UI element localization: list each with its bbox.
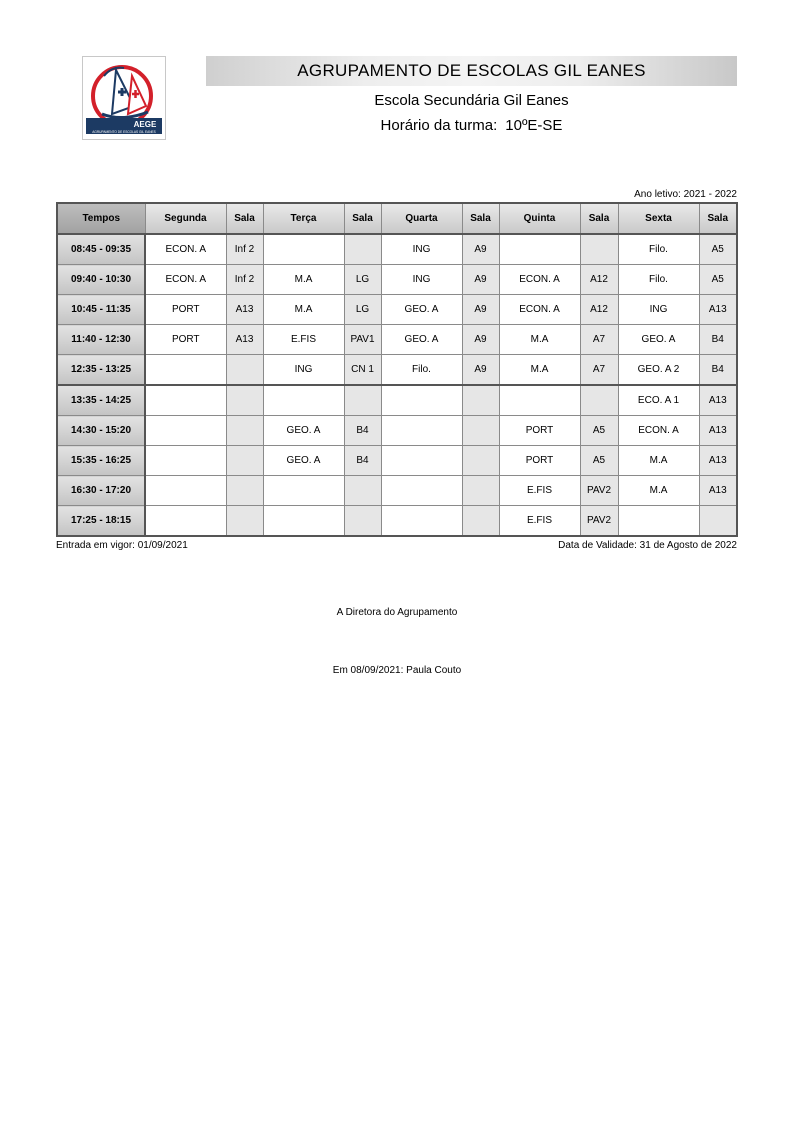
room-cell	[226, 416, 263, 446]
room-cell: A9	[462, 265, 499, 295]
room-cell: A12	[580, 265, 618, 295]
signature-line: Em 08/09/2021: Paula Couto	[332, 665, 462, 676]
table-row	[57, 355, 737, 386]
room-cell: A5	[699, 234, 737, 265]
time-slot: 10:45 - 11:35	[57, 295, 145, 325]
subject-cell: ECON. A	[499, 295, 580, 325]
table-row	[57, 325, 737, 355]
subject-cell	[145, 506, 226, 537]
room-cell: PAV1	[344, 325, 381, 355]
room-cell: Inf 2	[226, 265, 263, 295]
room-cell: B4	[344, 416, 381, 446]
room-cell	[226, 446, 263, 476]
room-cell	[226, 385, 263, 416]
subject-cell: PORT	[145, 295, 226, 325]
subject-cell	[145, 355, 226, 386]
time-slot: 09:40 - 10:30	[57, 265, 145, 295]
table-row	[57, 446, 737, 476]
subject-cell	[381, 416, 462, 446]
column-header-sala: Sala	[699, 203, 737, 234]
room-cell: A13	[226, 295, 263, 325]
room-cell	[344, 506, 381, 537]
subject-cell: PORT	[499, 446, 580, 476]
subject-cell	[145, 416, 226, 446]
subject-cell	[263, 234, 344, 265]
subject-cell: GEO. A	[381, 295, 462, 325]
schedule-table	[56, 202, 738, 537]
room-cell: A5	[699, 265, 737, 295]
subject-cell	[145, 446, 226, 476]
room-cell	[344, 234, 381, 265]
subject-cell	[499, 385, 580, 416]
subject-cell	[381, 506, 462, 537]
table-row	[57, 295, 737, 325]
room-cell	[580, 385, 618, 416]
subject-cell: ECON. A	[145, 234, 226, 265]
room-cell: A5	[580, 416, 618, 446]
subject-cell: ECON. A	[499, 265, 580, 295]
column-header-sexta: Sexta	[618, 203, 699, 234]
subject-cell: M.A	[499, 355, 580, 386]
subject-cell: ING	[263, 355, 344, 386]
subject-cell	[499, 234, 580, 265]
time-slot: 14:30 - 15:20	[57, 416, 145, 446]
table-row	[57, 385, 737, 416]
diretora-label: A Diretora do Agrupamento	[336, 607, 458, 618]
data-de-validade: Data de Validade: 31 de Agosto de 2022	[558, 540, 737, 551]
subject-cell: GEO. A	[263, 446, 344, 476]
turma-line	[206, 117, 737, 134]
subject-cell	[381, 446, 462, 476]
room-cell: A7	[580, 355, 618, 386]
subject-cell: ING	[381, 234, 462, 265]
room-cell	[699, 506, 737, 537]
column-header-sala: Sala	[226, 203, 263, 234]
room-cell	[344, 385, 381, 416]
subject-cell	[145, 476, 226, 506]
room-cell: A7	[580, 325, 618, 355]
room-cell	[462, 416, 499, 446]
subject-cell: M.A	[618, 446, 699, 476]
time-slot: 15:35 - 16:25	[57, 446, 145, 476]
room-cell: A9	[462, 325, 499, 355]
table-row	[57, 234, 737, 265]
logo-subtext: AGRUPAMENTO DE ESCOLAS GIL EANES	[92, 130, 156, 134]
room-cell: A9	[462, 295, 499, 325]
room-cell: A13	[226, 325, 263, 355]
room-cell: A9	[462, 355, 499, 386]
page-title: AGRUPAMENTO DE ESCOLAS GIL EANES	[206, 56, 737, 86]
subject-cell: M.A	[618, 476, 699, 506]
room-cell: LG	[344, 265, 381, 295]
subject-cell: ING	[618, 295, 699, 325]
room-cell: B4	[344, 446, 381, 476]
subject-cell: M.A	[263, 295, 344, 325]
subject-cell: GEO. A	[381, 325, 462, 355]
subject-cell: Filo.	[618, 234, 699, 265]
column-header-segunda: Segunda	[145, 203, 226, 234]
ano-letivo: Ano letivo: 2021 - 2022	[634, 189, 737, 200]
room-cell: A13	[699, 385, 737, 416]
subject-cell: PORT	[145, 325, 226, 355]
time-slot: 08:45 - 09:35	[57, 234, 145, 265]
column-header-sala: Sala	[462, 203, 499, 234]
turma-label: Horário da turma:	[380, 117, 498, 134]
column-header-tempos: Tempos	[57, 203, 145, 234]
subject-cell: M.A	[263, 265, 344, 295]
table-row	[57, 416, 737, 446]
room-cell	[462, 476, 499, 506]
room-cell: A13	[699, 446, 737, 476]
room-cell: PAV2	[580, 506, 618, 537]
subject-cell: Filo.	[381, 355, 462, 386]
table-row	[57, 265, 737, 295]
room-cell: A9	[462, 234, 499, 265]
room-cell	[226, 476, 263, 506]
subject-cell	[381, 385, 462, 416]
room-cell: PAV2	[580, 476, 618, 506]
subject-cell: PORT	[499, 416, 580, 446]
room-cell: A13	[699, 295, 737, 325]
table-row	[57, 476, 737, 506]
subject-cell	[145, 385, 226, 416]
time-slot: 11:40 - 12:30	[57, 325, 145, 355]
column-header-sala: Sala	[580, 203, 618, 234]
turma-value: 10ºE-SE	[505, 117, 563, 134]
subject-cell	[263, 476, 344, 506]
room-cell: A13	[699, 416, 737, 446]
subject-cell: GEO. A	[618, 325, 699, 355]
subject-cell	[618, 506, 699, 537]
subject-cell: ECO. A 1	[618, 385, 699, 416]
column-header-sala: Sala	[344, 203, 381, 234]
room-cell: B4	[699, 355, 737, 386]
column-header-quarta: Quarta	[381, 203, 462, 234]
room-cell: Inf 2	[226, 234, 263, 265]
room-cell	[226, 355, 263, 386]
column-header-quinta: Quinta	[499, 203, 580, 234]
time-slot: 12:35 - 13:25	[57, 355, 145, 386]
subject-cell: E.FIS	[499, 476, 580, 506]
room-cell: A5	[580, 446, 618, 476]
subject-cell: E.FIS	[499, 506, 580, 537]
entrada-em-vigor: Entrada em vigor: 01/09/2021	[56, 540, 188, 551]
subject-cell: ING	[381, 265, 462, 295]
room-cell: B4	[699, 325, 737, 355]
room-cell	[462, 506, 499, 537]
room-cell	[226, 506, 263, 537]
column-header-terca: Terça	[263, 203, 344, 234]
subject-cell	[381, 476, 462, 506]
table-row	[57, 506, 737, 537]
school-logo	[82, 56, 166, 140]
time-slot: 13:35 - 14:25	[57, 385, 145, 416]
subject-cell: M.A	[499, 325, 580, 355]
subject-cell	[263, 506, 344, 537]
subject-cell: ECON. A	[145, 265, 226, 295]
school-name: Escola Secundária Gil Eanes	[374, 92, 569, 109]
room-cell: A12	[580, 295, 618, 325]
room-cell: CN 1	[344, 355, 381, 386]
room-cell	[580, 234, 618, 265]
subject-cell: ECON. A	[618, 416, 699, 446]
subject-cell	[263, 385, 344, 416]
room-cell	[344, 476, 381, 506]
subject-cell: GEO. A	[263, 416, 344, 446]
logo-text: AEGE	[133, 120, 157, 129]
room-cell: A13	[699, 476, 737, 506]
room-cell	[462, 385, 499, 416]
subject-cell: GEO. A 2	[618, 355, 699, 386]
subject-cell: Filo.	[618, 265, 699, 295]
room-cell: LG	[344, 295, 381, 325]
time-slot: 17:25 - 18:15	[57, 506, 145, 537]
room-cell	[462, 446, 499, 476]
subject-cell: E.FIS	[263, 325, 344, 355]
header-row	[57, 203, 737, 234]
time-slot: 16:30 - 17:20	[57, 476, 145, 506]
